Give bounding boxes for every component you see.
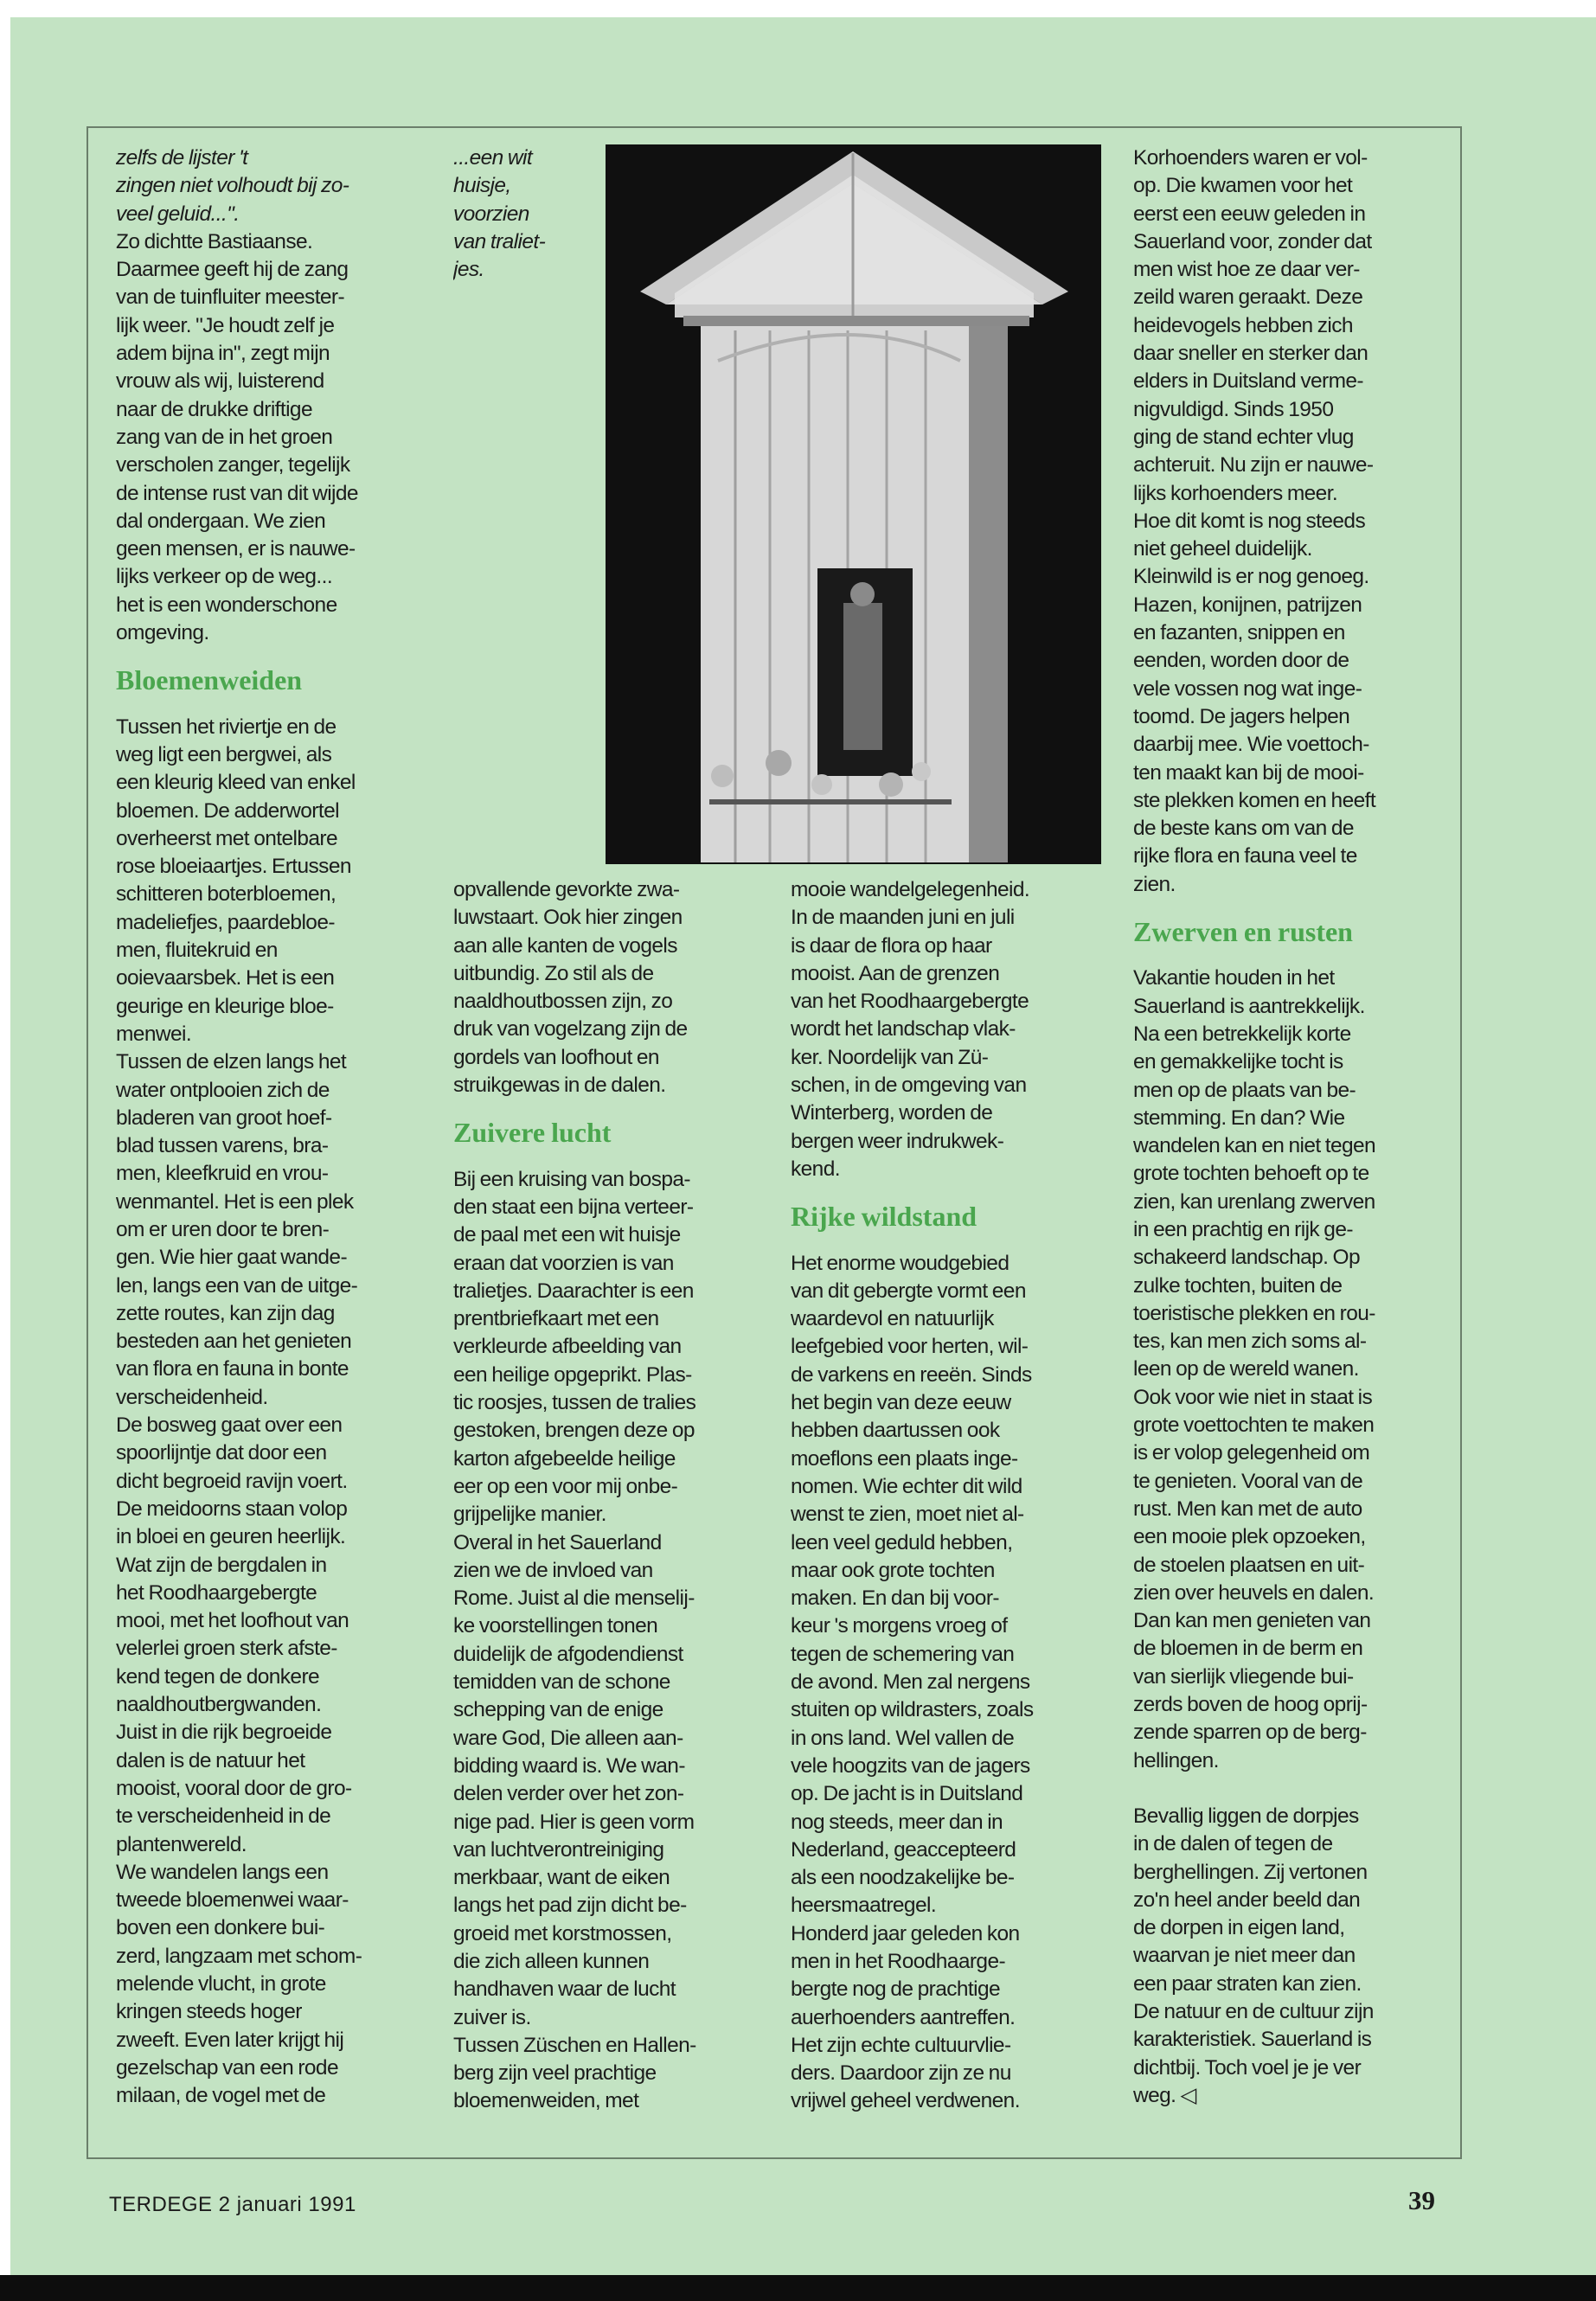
text-line: huisje, — [453, 174, 511, 198]
text-line: bergen weer indrukwek- — [791, 1129, 1004, 1153]
text-line: zo'n heel ander beeld dan — [1133, 1888, 1361, 1912]
text-line: het is een wonderschone — [116, 593, 337, 617]
text-line: een paar straten kan zien. — [1133, 1971, 1362, 1996]
text-line: groeid met korstmossen, — [453, 1921, 672, 1945]
text-line: op. Die kwamen voor het — [1133, 174, 1353, 198]
text-line: melende vlucht, in grote — [116, 1972, 326, 1996]
text-line: zang van de in het groen — [116, 425, 333, 449]
text-line: Sauerland is aantrekkelijk. — [1133, 994, 1365, 1018]
text-line: zweeft. Even later krijgt hij — [116, 2028, 344, 2052]
text-line: op. De jacht is in Duitsland — [791, 1782, 1023, 1806]
text-line: uitbundig. Zo stil als de — [453, 961, 654, 985]
text-line: heidevogels hebben zich — [1133, 313, 1353, 337]
body-text — [116, 714, 436, 2111]
text-line: leen veel geduld hebben, — [791, 1530, 1013, 1554]
text-line: Rome. Juist al die menselij- — [453, 1586, 695, 1611]
text-line: vele vossen nog wat inge- — [1133, 676, 1362, 701]
text-line: auerhoenders aantreffen. — [791, 2005, 1016, 2029]
text-line: tegen de schemering van — [791, 1642, 1015, 1666]
text-line: de avond. Men zal nergens — [791, 1670, 1030, 1695]
text-line: Tussen Züschen en Hallen- — [453, 2033, 696, 2057]
text-line: zuiver is. — [453, 2005, 531, 2029]
text-line: karakteristiek. Sauerland is — [1133, 2028, 1372, 2052]
text-line: van traliet- — [453, 229, 546, 253]
text-line: keur 's morgens vroeg of — [791, 1614, 1008, 1638]
heading-rijke-wildstand: Rijke wildstand — [791, 1201, 977, 1233]
text-line: De meidoorns staan volop — [116, 1497, 348, 1521]
text-line: naaldhoutbossen zijn, zo — [453, 990, 673, 1014]
text-line: vrijwel geheel verdwenen. — [791, 2089, 1020, 2113]
text-line: Hoe dit komt is nog steeds — [1133, 509, 1366, 533]
text-line: aan alle kanten de vogels — [453, 933, 677, 958]
text-line: water ontplooien zich de — [116, 1078, 330, 1102]
text-line: duidelijk de afgodendienst — [453, 1642, 683, 1666]
text-line: in de dalen of tegen de — [1133, 1832, 1333, 1856]
text-line: de dorpen in eigen land, — [1133, 1916, 1345, 1940]
text-line: eenden, worden door de — [1133, 649, 1349, 673]
text-line: zende sparren op de berg- — [1133, 1721, 1367, 1745]
text-line: zien over heuvels en dalen. — [1133, 1580, 1375, 1605]
text-line: van dit gebergte vormt een — [791, 1279, 1026, 1303]
text-line: waardevol en natuurlijk — [791, 1307, 994, 1331]
text-line: bladeren van groot hoef- — [116, 1106, 332, 1130]
text-line: en gemakkelijke tocht is — [1133, 1050, 1343, 1074]
text-line: madeliefjes, paardebloe- — [116, 910, 335, 934]
text-line: zette routes, kan zijn dag — [116, 1301, 335, 1325]
text-line: Korhoenders waren er vol- — [1133, 146, 1368, 170]
text-line: den staat een bijna verteer- — [453, 1195, 694, 1219]
text-line: rust. Men kan met de auto — [1133, 1497, 1362, 1521]
intro-paragraph — [453, 876, 773, 1099]
text-line: om er uren door te bren- — [116, 1217, 330, 1241]
text-line: Bevallig liggen de dorpjes — [1133, 1804, 1359, 1828]
body-text — [1133, 965, 1453, 1775]
text-line: Juist in die rijk begroeide — [116, 1721, 332, 1745]
text-line: len, langs een van de uitge- — [116, 1273, 358, 1298]
text-line: Hazen, konijnen, patrijzen — [1133, 593, 1362, 617]
text-line: en fazanten, snippen en — [1133, 621, 1345, 645]
text-line: kringen steeds hoger — [116, 2000, 302, 2024]
closing-paragraph — [1133, 1803, 1453, 2110]
text-line: Honderd jaar geleden kon — [791, 1921, 1020, 1945]
text-line: omgeving. — [116, 621, 209, 645]
text-line: de beste kans om van de — [1133, 817, 1354, 841]
text-line: naar de drukke driftige — [116, 397, 312, 421]
text-line: wenmantel. Het is een plek — [116, 1189, 354, 1214]
text-line: zingen niet volhoudt bij zo- — [116, 174, 349, 198]
text-line: waarvan je niet meer dan — [1133, 1944, 1356, 1968]
text-line: veel geluid...". — [116, 202, 240, 226]
text-line: van luchtverontreiniging — [453, 1837, 664, 1862]
text-line: Zo dichtte Bastiaanse. — [116, 229, 313, 253]
text-line: zien, kan urenlang zwerven — [1133, 1189, 1375, 1214]
text-line: overheerst met ontelbare — [116, 826, 337, 850]
text-line: bloemen. De adderwortel — [116, 798, 339, 823]
text-line: merkbaar, want de eiken — [453, 1866, 670, 1890]
text-line: schepping van de enige — [453, 1698, 663, 1722]
text-line: dal ondergaan. We zien — [116, 509, 326, 533]
column-3 — [791, 876, 1111, 2139]
text-line: is er volop gelegenheid om — [1133, 1441, 1370, 1465]
text-line: een heilige opgeprikt. Plas- — [453, 1362, 692, 1387]
text-line: ten maakt kan bij de mooi- — [1133, 760, 1364, 785]
text-line: prentbriefkaart met een — [453, 1307, 659, 1331]
text-line: Overal in het Sauerland — [453, 1530, 662, 1554]
intro-paragraph — [791, 876, 1111, 1183]
text-line: elders in Duitsland verme- — [1133, 369, 1363, 394]
text-line: kend tegen de donkere — [116, 1664, 320, 1689]
text-line: handhaven waar de lucht — [453, 1977, 676, 2002]
heading-zwerven-en-rusten: Zwerven en rusten — [1133, 916, 1353, 948]
text-line: schitteren boterbloemen, — [116, 882, 337, 907]
text-line: een kleurig kleed van enkel — [116, 771, 356, 795]
text-line: rijke flora en fauna veel te — [1133, 844, 1357, 868]
text-line: voorzien — [453, 202, 529, 226]
text-line: ooievaarsbek. Het is een — [116, 966, 335, 990]
text-line: bidding waard is. We wan- — [453, 1753, 685, 1778]
text-line: schakeerd landschap. Op — [1133, 1246, 1361, 1270]
text-line: bergte nog de prachtige — [791, 1977, 1001, 2002]
text-line: De bosweg gaat over een — [116, 1413, 343, 1438]
text-line: ker. Noordelijk van Zü- — [791, 1045, 989, 1069]
text-line: maken. En dan bij voor- — [791, 1586, 999, 1611]
text-line: eerst een eeuw geleden in — [1133, 202, 1366, 226]
text-line: mooist, vooral door de gro- — [116, 1776, 352, 1800]
text-line: karton afgebeelde heilige — [453, 1446, 676, 1471]
text-line: kend. — [791, 1157, 840, 1181]
text-line: verscheidenheid. — [116, 1385, 268, 1409]
text-line: in bloei en geuren heerlijk. — [116, 1525, 346, 1549]
text-line: Ook voor wie niet in staat is — [1133, 1385, 1373, 1409]
text-line: achteruit. Nu zijn er nauwe- — [1133, 453, 1374, 478]
text-line: grote voettochten te maken — [1133, 1413, 1375, 1438]
text-line: velerlei groen sterk afste- — [116, 1637, 337, 1661]
text-line: bloemenweiden, met — [453, 2089, 639, 2113]
text-line: nigvuldigd. Sinds 1950 — [1133, 397, 1334, 421]
body-text — [791, 1250, 1111, 2116]
text-line: weg ligt een bergwei, als — [116, 742, 332, 766]
text-line: tweede bloemenwei waar- — [116, 1888, 349, 1913]
text-line: heersmaatregel. — [791, 1894, 937, 1918]
page-bottom-edge — [0, 2275, 1596, 2301]
text-line: geurige en kleurige bloe- — [116, 994, 334, 1018]
text-line: van de tuinfluiter meester- — [116, 285, 345, 310]
text-line: Wat zijn de bergdalen in — [116, 1553, 327, 1577]
text-line: Winterberg, worden de — [791, 1101, 993, 1125]
text-line: verkleurde afbeelding van — [453, 1335, 682, 1359]
text-line: nog steeds, meer dan in — [791, 1810, 1003, 1834]
text-line: stemming. En dan? Wie — [1133, 1106, 1345, 1130]
text-line: ke voorstellingen tonen — [453, 1614, 658, 1638]
text-line: van het Roodhaargebergte — [791, 990, 1029, 1014]
text-line: zerds boven de hoog oprij- — [1133, 1693, 1368, 1717]
text-line: zien we de invloed van — [453, 1558, 653, 1582]
text-line: druk van vogelzang zijn de — [453, 1017, 688, 1042]
text-line: nige pad. Hier is geen vorm — [453, 1810, 695, 1834]
text-line: moeflons een plaats inge- — [791, 1446, 1018, 1471]
text-line: tes, kan men zich soms al- — [1133, 1330, 1367, 1354]
body-text — [453, 1166, 773, 2116]
text-line: besteden aan het genieten — [116, 1330, 352, 1354]
text-line: Tussen de elzen langs het — [116, 1050, 347, 1074]
text-line: dichtbij. Toch voel je je ver — [1133, 2055, 1362, 2080]
column-2 — [453, 876, 773, 2139]
text-line: de bloemen in de berm en — [1133, 1637, 1363, 1661]
text-line: lijks korhoenders meer. — [1133, 481, 1338, 505]
text-line: men wist hoe ze daar ver- — [1133, 258, 1360, 282]
text-line: nomen. Wie echter dit wild — [791, 1474, 1022, 1498]
text-line: ware God, Die alleen aan- — [453, 1726, 683, 1750]
heading-zuivere-lucht: Zuivere lucht — [453, 1117, 612, 1149]
text-line: wandelen kan en niet tegen — [1133, 1134, 1376, 1158]
text-line: Het zijn echte cultuurvlie- — [791, 2033, 1011, 2057]
text-line: geen mensen, er is nauwe- — [116, 537, 356, 561]
text-line: die zich alleen kunnen — [453, 1949, 650, 1973]
page-number: 39 — [1408, 2185, 1435, 2215]
text-line: daarbij mee. Wie voettoch- — [1133, 733, 1369, 757]
text-line: ders. Daardoor zijn ze nu — [791, 2061, 1011, 2086]
text-line: Tussen het riviertje en de — [116, 715, 337, 739]
text-line: jes. — [453, 258, 484, 282]
text-line: men op de plaats van be- — [1133, 1078, 1356, 1102]
text-line: In de maanden juni en juli — [791, 906, 1015, 930]
text-line: zelfs de lijster 't — [116, 146, 248, 170]
text-line: hellingen. — [1133, 1748, 1219, 1772]
text-line: maar ook grote tochten — [791, 1558, 995, 1582]
intro-italic — [116, 144, 436, 228]
text-line: men, fluitekruid en — [116, 939, 278, 963]
text-line: te genieten. Vooral van de — [1133, 1469, 1363, 1493]
text-line: een mooie plek opzoeken, — [1133, 1525, 1366, 1549]
text-line: langs het pad zijn dicht be- — [453, 1894, 687, 1918]
text-line: stuiten op wildrasters, zoals — [791, 1698, 1034, 1722]
intro-paragraph — [1133, 144, 1453, 899]
text-line: mooist. Aan de grenzen — [791, 961, 1000, 985]
text-line: blad tussen varens, bra- — [116, 1134, 329, 1158]
text-line: gezelschap van een rode — [116, 2055, 338, 2080]
text-line: zeild waren geraakt. Deze — [1133, 285, 1363, 310]
text-line: weg. ◁ — [1133, 2083, 1196, 2107]
text-line: adem bijna in", zegt mijn — [116, 342, 330, 366]
text-line: ste plekken komen en heeft — [1133, 788, 1376, 812]
text-line: berg zijn veel prachtige — [453, 2061, 657, 2086]
text-line: Kleinwild is er nog genoeg. — [1133, 565, 1369, 589]
text-line: De natuur en de cultuur zijn — [1133, 2000, 1374, 2023]
paragraph-gap — [1133, 1775, 1453, 1803]
text-line: tic roosjes, tussen de tralies — [453, 1391, 696, 1415]
text-line: het begin van deze eeuw — [791, 1391, 1011, 1415]
photo-caption — [453, 144, 592, 300]
text-line: zulke tochten, buiten de — [1133, 1273, 1343, 1298]
text-line: Nederland, geaccepteerd — [791, 1837, 1016, 1862]
text-line: men, kleefkruid en vrou- — [116, 1162, 329, 1186]
text-line: in ons land. Wel vallen de — [791, 1726, 1015, 1750]
text-line: eraan dat voorzien is van — [453, 1251, 674, 1275]
text-line: grote tochten behoeft op te — [1133, 1162, 1369, 1186]
text-line: zerd, langzaam met schom- — [116, 1944, 362, 1968]
text-line: Bij een kruising van bospa- — [453, 1167, 690, 1191]
shrine-photo — [606, 144, 1101, 864]
text-line: Sauerland voor, zonder dat — [1133, 229, 1372, 253]
text-line: berghellingen. Zij vertonen — [1133, 1860, 1368, 1884]
text-line: Het enorme woudgebied — [791, 1251, 1010, 1275]
text-line: ging de stand echter vlug — [1133, 425, 1354, 449]
text-line: men in het Roodhaarge- — [791, 1949, 1006, 1973]
text-line: boven een donkere bui- — [116, 1916, 325, 1940]
footer-magazine-info: TERDEGE 2 januari 1991 — [109, 2193, 356, 2216]
text-line: toomd. De jagers helpen — [1133, 704, 1350, 728]
text-line: We wandelen langs een — [116, 1860, 329, 1884]
text-line: als een noodzakelijke be- — [791, 1866, 1015, 1890]
text-line: luwstaart. Ook hier zingen — [453, 906, 683, 930]
text-line: menwei. — [116, 1022, 192, 1046]
text-line: toeristische plekken en rou- — [1133, 1301, 1375, 1325]
text-line: wordt het landschap vlak- — [791, 1017, 1016, 1042]
text-line: Na een betrekkelijk korte — [1133, 1022, 1351, 1046]
text-line: milaan, de vogel met de — [116, 2084, 326, 2108]
text-line: dicht begroeid ravijn voert. — [116, 1469, 348, 1493]
text-line: gestoken, brengen deze op — [453, 1419, 695, 1443]
text-line: Vakantie houden in het — [1133, 966, 1335, 990]
text-line: daar sneller en sterker dan — [1133, 342, 1368, 366]
text-line: Dan kan men genieten van — [1133, 1609, 1371, 1633]
text-line: grijpelijke manier. — [453, 1503, 606, 1527]
text-line: naaldhoutbergwanden. — [116, 1693, 322, 1717]
text-line: mooi, met het loofhout van — [116, 1609, 349, 1633]
text-line: hebben daartussen ook — [791, 1419, 1000, 1443]
text-line: plantenwereld. — [116, 1832, 247, 1856]
text-line: gen. Wie hier gaat wande- — [116, 1246, 347, 1270]
text-line: niet geheel duidelijk. — [1133, 537, 1312, 561]
heading-bloemenweiden: Bloemenweiden — [116, 664, 303, 696]
text-line: struikgewas in de dalen. — [453, 1074, 666, 1098]
text-line: gordels van loofhout en — [453, 1045, 659, 1069]
text-line: vele hoogzits van de jagers — [791, 1753, 1030, 1778]
intro-paragraph — [116, 228, 436, 647]
text-line: verscholen zanger, tegelijk — [116, 453, 350, 478]
text-line: lijk weer. "Je houdt zelf je — [116, 313, 335, 337]
text-line: dalen is de natuur het — [116, 1748, 305, 1772]
text-line: temidden van de schone — [453, 1670, 670, 1695]
text-line: mooie wandelgelegenheid. — [791, 878, 1030, 901]
text-line: is daar de flora op haar — [791, 933, 992, 958]
text-line: vrouw als wij, luisterend — [116, 369, 324, 394]
text-line: in een prachtig en rijk ge- — [1133, 1217, 1353, 1241]
text-line: opvallende gevorkte zwa- — [453, 878, 680, 901]
text-line: zien. — [1133, 872, 1176, 896]
text-line: leefgebied voor herten, wil- — [791, 1335, 1029, 1359]
text-line: de paal met een wit huisje — [453, 1223, 681, 1247]
text-line: eer op een voor mij onbe- — [453, 1474, 678, 1498]
text-line: de stoelen plaatsen en uit- — [1133, 1553, 1365, 1577]
text-line: lijks verkeer op de weg... — [116, 565, 333, 589]
column-1 — [116, 144, 436, 2143]
text-line: het Roodhaargebergte — [116, 1580, 317, 1605]
text-line: rose bloeiaartjes. Ertussen — [116, 855, 351, 879]
text-line: schen, in de omgeving van — [791, 1074, 1027, 1098]
text-line: te verscheidenheid in de — [116, 1804, 331, 1829]
text-line: van flora en fauna in bonte — [116, 1357, 349, 1381]
shrine-illustration — [606, 144, 1101, 864]
text-line: Daarmee geeft hij de zang — [116, 258, 349, 282]
text-line: tralietjes. Daarachter is een — [453, 1279, 694, 1303]
text-line: leen op de wereld wanen. — [1133, 1357, 1359, 1381]
column-4 — [1133, 144, 1453, 2143]
text-line: de varkens en reeën. Sinds — [791, 1362, 1032, 1387]
text-line: wenst te zien, moet niet al- — [791, 1503, 1024, 1527]
text-line: ...een wit — [453, 146, 533, 170]
text-line: van sierlijk vliegende bui- — [1133, 1664, 1354, 1689]
text-line: delen verder over het zon- — [453, 1782, 684, 1806]
text-line: spoorlijntje dat door een — [116, 1441, 327, 1465]
text-line: de intense rust van dit wijde — [116, 481, 358, 505]
